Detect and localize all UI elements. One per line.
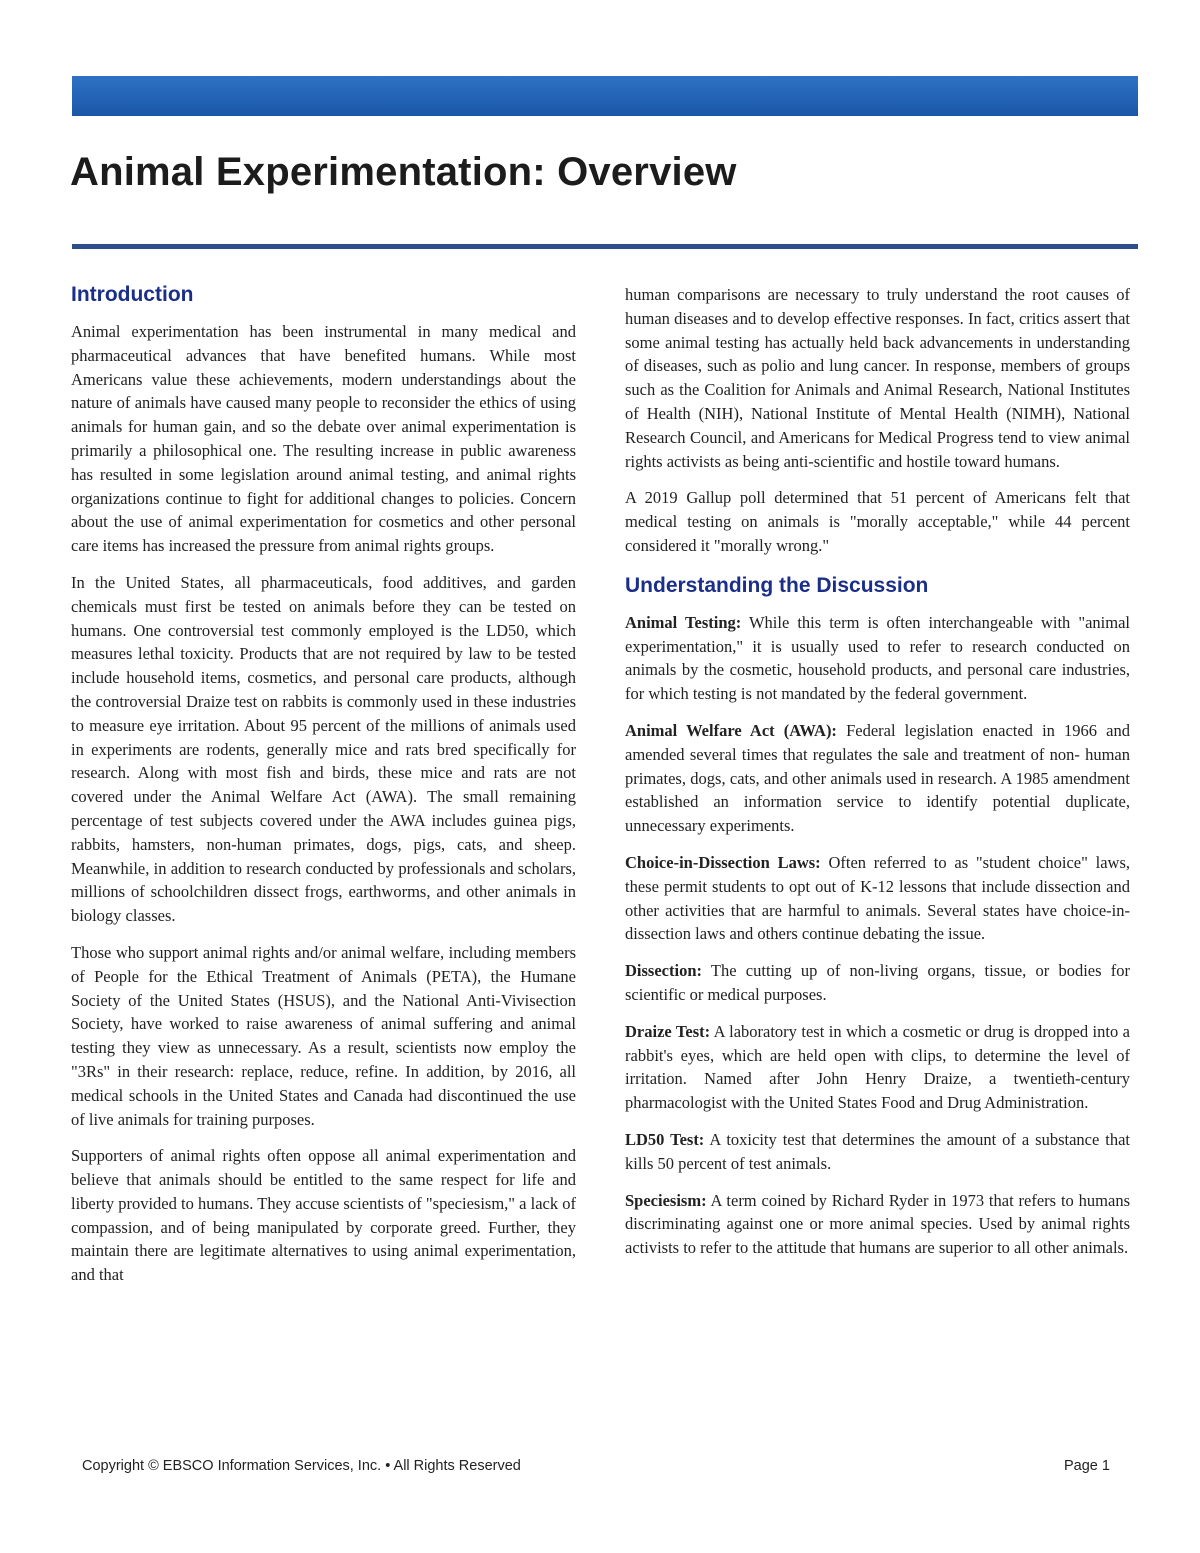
- definition-term: Animal Welfare Act (AWA):: [625, 720, 837, 740]
- definition-term: Animal Testing:: [625, 612, 742, 632]
- left-column: [71, 280, 576, 1300]
- definition-term: LD50 Test:: [625, 1129, 705, 1149]
- definition-text: Often referred to as "student choice" laws, these permit students to opt out of K-12 lessons that include dissection and other activities that are harmful to animals. Several states have choice-in-dissection laws and others continue debating the issue.: [625, 852, 1131, 944]
- page-title: Animal Experimentation: Overview: [70, 150, 737, 194]
- definition-animal-testing: [625, 611, 1130, 706]
- definition-term: Dissection:: [625, 961, 702, 981]
- definition-choice-in-dissection: [625, 851, 1130, 946]
- poll-paragraph: A 2019 Gallup poll determined that 51 percent of Americans felt that medical testing on animals is "morally acceptable," while 44 percent considered it "morally wrong.": [625, 488, 1130, 555]
- intro-paragraph: In the United States, all pharmaceuticals, food additives, and garden chemicals must first be tested on animals before they can be tested on humans. One controversial test commonly employed is the LD50, which measures lethal toxicity. Products that are not required by law to be tested include household items, cosmetics, and personal care products, although the controversial Draize test on rabbits is commonly used in these industries to measure eye irritation. About 95 percent of the millions of animals used in experiments are rodents, generally mice and rats bred specifically for research. Along with most fish and birds, these mice and rats are not covered under the Animal Welfare Act (AWA). The small remaining percentage of test subjects covered under the AWA includes guinea pigs, rabbits, hamsters, non-human primates, dogs, pigs, cats, and sheep. Meanwhile, in addition to research conducted by professionals and scholars, millions of schoolchildren dissect frogs, earthworms, and other animals in biology classes.: [71, 572, 576, 926]
- definition-draize-test: [625, 1020, 1130, 1115]
- definition-text: The cutting up of non-living organs, tissue, or bodies for scientific or medical purposes.: [625, 961, 1130, 1004]
- definition-animal-welfare-act: [625, 719, 1130, 838]
- definition-text: A laboratory test in which a cosmetic or drug is dropped into a rabbit's eyes, which are held open with clips, to determine the level of irritation. Named after John Henry Draize, a twentieth-century pharmacologist with the United States Food and Drug Administration.: [625, 1021, 1130, 1113]
- intro-paragraph: Animal experimentation has been instrumental in many medical and pharmaceutical advances that have benefited humans. While most Americans value these achievements, modern understandings about the nature of animals have caused many people to reconsider the ethics of using animals for human gain, and so the debate over animal experimentation is primarily a philosophical one. The resulting increase in public awareness has resulted in some legislation around animal testing, and animal rights organizations continue to fight for additional changes to policies. Concern about the use of animal experimentation for cosmetics and other personal care items has increased the pressure from animal rights groups.: [71, 322, 576, 556]
- definition-text: Federal legislation enacted in 1966 and amended several times that regulates the sale and treatment of non- human primates, dogs, cats, and other animals used in research. A 1985 amendment established an information service to identify potential duplicate, unnecessary experiments.: [625, 720, 1130, 836]
- right-column: [625, 280, 1130, 1273]
- definition-ld50-test: [625, 1128, 1130, 1176]
- definition-term: Draize Test:: [625, 1021, 711, 1041]
- definition-text: While this term is often interchangeable with "animal experimentation," it is usually used to refer to research conducted on animals by the cosmetic, household products, and personal care industries, for which testing is not mandated by the federal government.: [625, 612, 1130, 704]
- introduction-heading: Introduction: [71, 283, 194, 306]
- definition-term: Choice-in-Dissection Laws:: [625, 852, 821, 872]
- intro-paragraph: Those who support animal rights and/or animal welfare, including members of People for the Ethical Treatment of Animals (PETA), the Humane Society of the United States (HSUS), and the National Anti-Vivisection Society, have worked to raise awareness of animal suffering and animal testing they view as unnecessary. As a result, scientists now employ the "3Rs" in their research: replace, reduce, refine. In addition, by 2016, all medical schools in the United States and Canada had discontinued the use of live animals for training purposes.: [71, 942, 576, 1129]
- definition-dissection: [625, 959, 1130, 1007]
- footer-copyright: Copyright © EBSCO Information Services, Inc. • All Rights Reserved: [82, 1458, 521, 1474]
- definition-text: A toxicity test that determines the amount of a substance that kills 50 percent of test animals.: [625, 1129, 1130, 1173]
- definition-text: A term coined by Richard Ryder in 1973 that refers to humans discriminating against one or more animal species. Used by animal rights activists to refer to the attitude that humans are superior to all other animals.: [625, 1190, 1130, 1258]
- title-divider: [72, 244, 1138, 249]
- definition-term: Speciesism:: [625, 1190, 707, 1210]
- understanding-heading: Understanding the Discussion: [625, 573, 929, 597]
- definition-speciesism: [625, 1189, 1130, 1260]
- intro-paragraph: Supporters of animal rights often oppose all animal experimentation and believe that animals should be entitled to the same respect for life and liberty provided to humans. They accuse scientists of "speciesism," a lack of compassion, and of being manipulated by corporate greed. Further, they maintain there are legitimate alternatives to using animal experimentation, and that: [71, 1146, 576, 1285]
- footer-page-number: Page 1: [1064, 1458, 1110, 1474]
- continued-paragraph: human comparisons are necessary to truly understand the root causes of human diseases and to develop effective responses. In fact, critics assert that some animal testing has actually held back advancements in understanding of diseases, such as polio and lung cancer. In response, members of groups such as the Coalition for Animals and Animal Research, National Institutes of Health (NIH), National Institute of Mental Health (NIMH), National Research Council, and Americans for Medical Progress tend to view animal rights activists as being anti-scientific and hostile toward humans.: [625, 285, 1130, 471]
- header-color-bar: [72, 76, 1138, 116]
